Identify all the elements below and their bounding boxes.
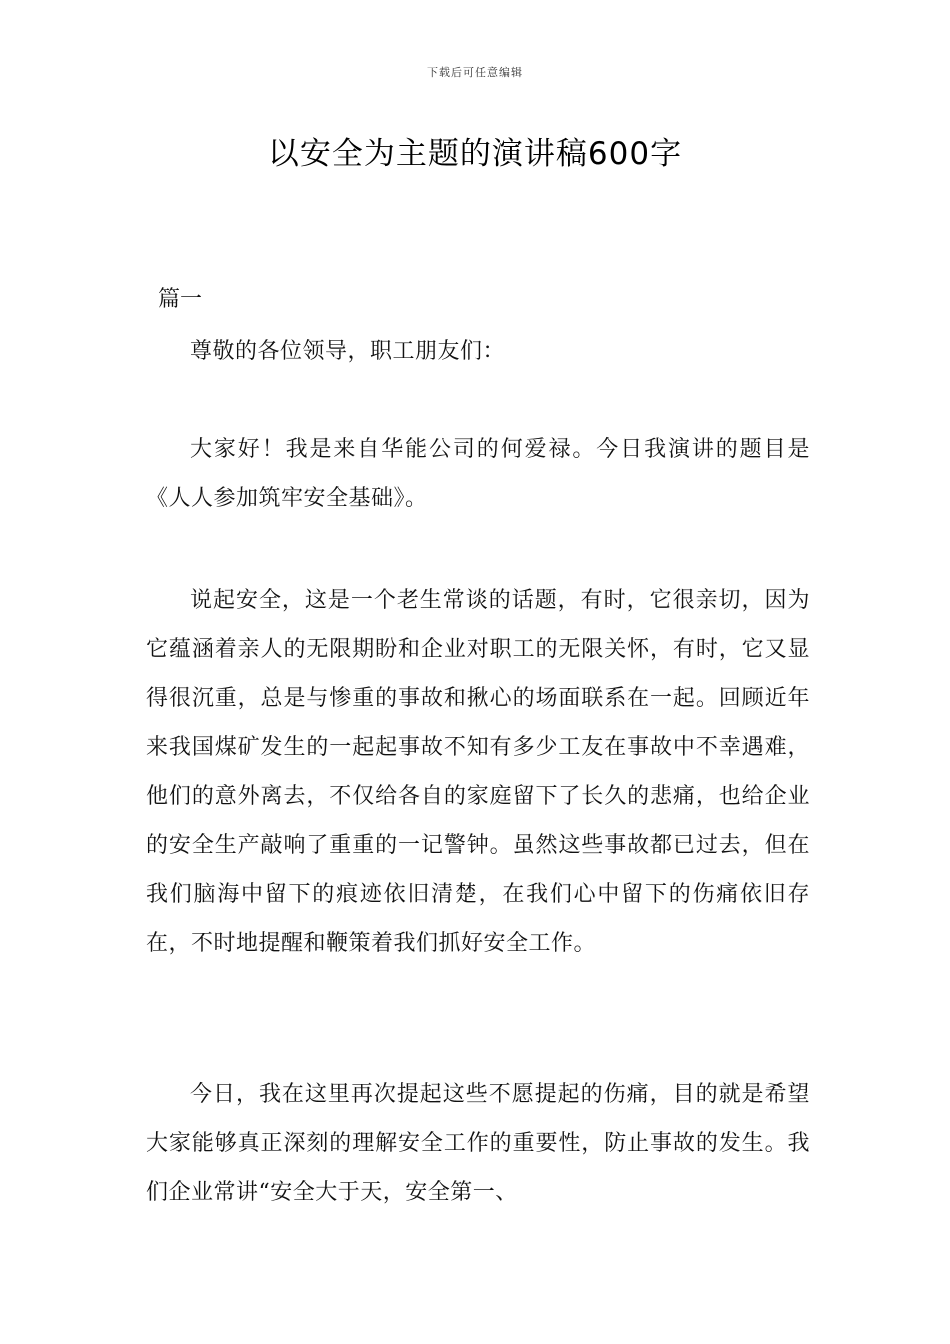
- paragraph-greeting: 尊敬的各位领导，职工朋友们：: [190, 339, 506, 364]
- header-note: 下载后可任意编辑: [427, 66, 523, 79]
- section-label: 篇一: [158, 287, 203, 312]
- paragraph-intro: 大家好！我是来自华能公司的何爱禄。今日我演讲的题目是《人人参加筑牢安全基础》。: [146, 437, 810, 511]
- paragraph-body-1: 说起安全，这是一个老生常谈的话题，有时，它很亲切，因为它蕴涵着亲人的无限期盼和企业对职工的无限关怀，有时，它又显得很沉重，总是与惨重的事故和揪心的场面联系在一起。回顾近年来我国煤矿发生的一起起事故不知有多少工友在事故中不幸遇难，他们的意外离去，不仅给各自的家庭留下了长久的悲痛，也给企业的安全生产敲响了重重的一记警钟。虽然这些事故都已过去，但在我们脑海中留下的痕迹依旧清楚，在我们心中留下的伤痛依旧存在，不时地提醒和鞭策着我们抓好安全工作。: [146, 588, 810, 956]
- page-title: 以安全为主题的演讲稿600字: [267, 136, 683, 172]
- paragraph-body-2: 今日，我在这里再次提起这些不愿提起的伤痛，目的就是希望大家能够真正深刻的理解安全工作的重要性，防止事故的发生。我们企业常讲“安全大于天，安全第一、: [146, 1082, 810, 1205]
